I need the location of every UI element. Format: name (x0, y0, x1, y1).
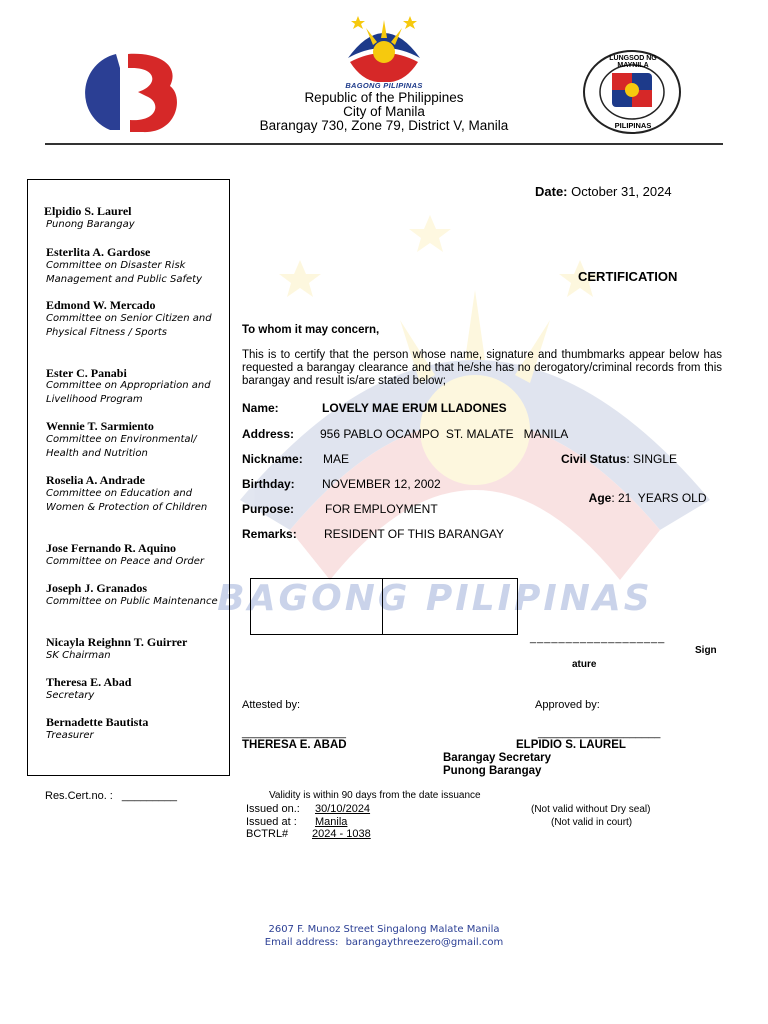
official-role: Punong Barangay (46, 219, 135, 230)
document-title: CERTIFICATION (578, 269, 678, 284)
approved-label: Approved by: (535, 699, 600, 711)
official-role: Committee on Public Maintenance (46, 596, 218, 607)
date-value: October 31, 2024 (571, 184, 672, 199)
official-role: Committee on Peace and Order (46, 556, 205, 567)
header-divider (45, 143, 723, 145)
res-cert-value: _________ (121, 790, 177, 802)
issued-on-value: 30/10/2024 (315, 803, 371, 815)
nickname-label: Nickname: (242, 452, 303, 466)
nickname-value: MAE (323, 452, 350, 466)
age-label: Age (588, 491, 612, 505)
official-name: Roselia A. Andrade (46, 473, 146, 487)
purpose-label: Purpose: (242, 502, 295, 516)
official-role: Committee on Disaster Risk Management and Public Safety (46, 260, 202, 285)
civil-status-value: : SINGLE (626, 452, 678, 466)
address-value: 956 PABLO OCAMPO ST. MALATE MANILA (320, 427, 569, 441)
salutation: To whom it may concern, (242, 324, 380, 336)
purpose-value: FOR EMPLOYMENT (325, 502, 438, 516)
official-name: Joseph J. Granados (46, 581, 148, 595)
official-name: Jose Fernando R. Aquino (46, 541, 177, 555)
attested-title: Barangay Secretary (443, 752, 552, 764)
official-role: Committee on Environmental/ Health and Nutrition (46, 434, 197, 459)
court-note: (Not valid in court) (551, 817, 633, 828)
seal-text-bottom: PILIPINAS (614, 121, 652, 130)
footer-email-value[interactable]: barangaythreezero@gmail.com (345, 937, 504, 948)
official-name: Wennie T. Sarmiento (46, 419, 154, 433)
date-label: Date: (535, 184, 568, 199)
age-value: : 21 YEARS OLD (611, 491, 707, 505)
attested-name: THERESA E. ABAD (242, 739, 347, 751)
seal-text-top: LUNGSOD NG MAYNILA (609, 55, 657, 69)
official-role: Secretary (46, 690, 95, 701)
official-role: Committee on Senior Citizen and Physical Fitness / Sports (46, 313, 212, 338)
bctrl-value: 2024 - 1038 (312, 828, 371, 840)
issued-at-value: Manila (315, 816, 348, 828)
res-cert-label: Res.Cert.no. : (45, 790, 113, 802)
attested-label: Attested by: (242, 699, 301, 711)
official-name: Bernadette Bautista (46, 715, 149, 729)
official-name: Elpidio S. Laurel (44, 204, 132, 218)
officials-sidebar (27, 179, 230, 776)
bagong-pilipinas-logo-icon (344, 14, 424, 82)
official-role: Committee on Education and Women & Protection of Children (46, 488, 208, 513)
footer-email-label: Email address: (264, 937, 339, 948)
official-name: Edmond W. Mercado (46, 298, 156, 312)
issued-on-label: Issued on.: (246, 803, 300, 815)
civil-status (561, 452, 677, 466)
footer-address: 2607 F. Munoz Street Singalong Malate Manila (268, 924, 500, 935)
remarks-label: Remarks: (242, 527, 297, 541)
official-role: Committee on Appropriation and Livelihood Program (46, 380, 211, 405)
signature-label-1: Sign (695, 645, 717, 656)
civil-status-label: Civil Status (561, 452, 627, 466)
signature-line: ___________________ (530, 632, 666, 644)
bctrl-label: BCTRL# (246, 828, 289, 840)
official-name: Nicayla Reighnn T. Guirrer (46, 635, 188, 649)
footer-email (200, 937, 568, 948)
header-barangay: Barangay 730, Zone 79, District V, Manila (259, 118, 509, 133)
remarks-value: RESIDENT OF THIS BARANGAY (324, 527, 505, 541)
header-republic: Republic of the Philippines (304, 90, 464, 105)
official-name: Ester C. Panabi (46, 366, 127, 380)
official-name: Esterlita A. Gardose (46, 245, 151, 259)
name-value: LOVELY MAE ERUM LLADONES (322, 401, 507, 415)
issued-at-label: Issued at : (246, 816, 297, 828)
name-label: Name: (242, 401, 279, 415)
approved-name: ELPIDIO S. LAUREL (516, 739, 626, 751)
right-thumbmark-box (382, 578, 518, 635)
birthday-label: Birthday: (242, 477, 295, 491)
approved-line: ____________________ (538, 727, 661, 739)
official-role: Treasurer (46, 730, 94, 741)
signature-label-2: ature (572, 659, 597, 670)
address-label: Address: (242, 427, 295, 441)
official-role: SK Chairman (46, 650, 111, 661)
validity-note: Validity is within 90 days from the date issuance (269, 790, 481, 801)
barangay-logo-icon (80, 50, 184, 136)
logo-caption: BAGONG PILIPINAS (345, 81, 423, 90)
birthday-value: NOVEMBER 12, 2002 (322, 477, 441, 491)
age (582, 477, 707, 505)
approved-title: Punong Barangay (443, 765, 542, 777)
attested-line: _________________ (242, 727, 347, 739)
official-name: Theresa E. Abad (46, 675, 132, 689)
dry-seal-note: (Not valid without Dry seal) (531, 804, 651, 815)
watermark-text: BAGONG PILIPINAS (217, 578, 653, 619)
date-line (535, 184, 672, 199)
certification-body: This is to certify that the person whose name, signature and thumbmarks appear below has requested a barangay clearance and that he/she has no derogatory/criminal records from this barangay and result is/are stated below; (242, 349, 722, 387)
res-cert (45, 790, 177, 802)
header-city: City of Manila (343, 104, 425, 119)
left-thumbmark-box (250, 578, 383, 635)
